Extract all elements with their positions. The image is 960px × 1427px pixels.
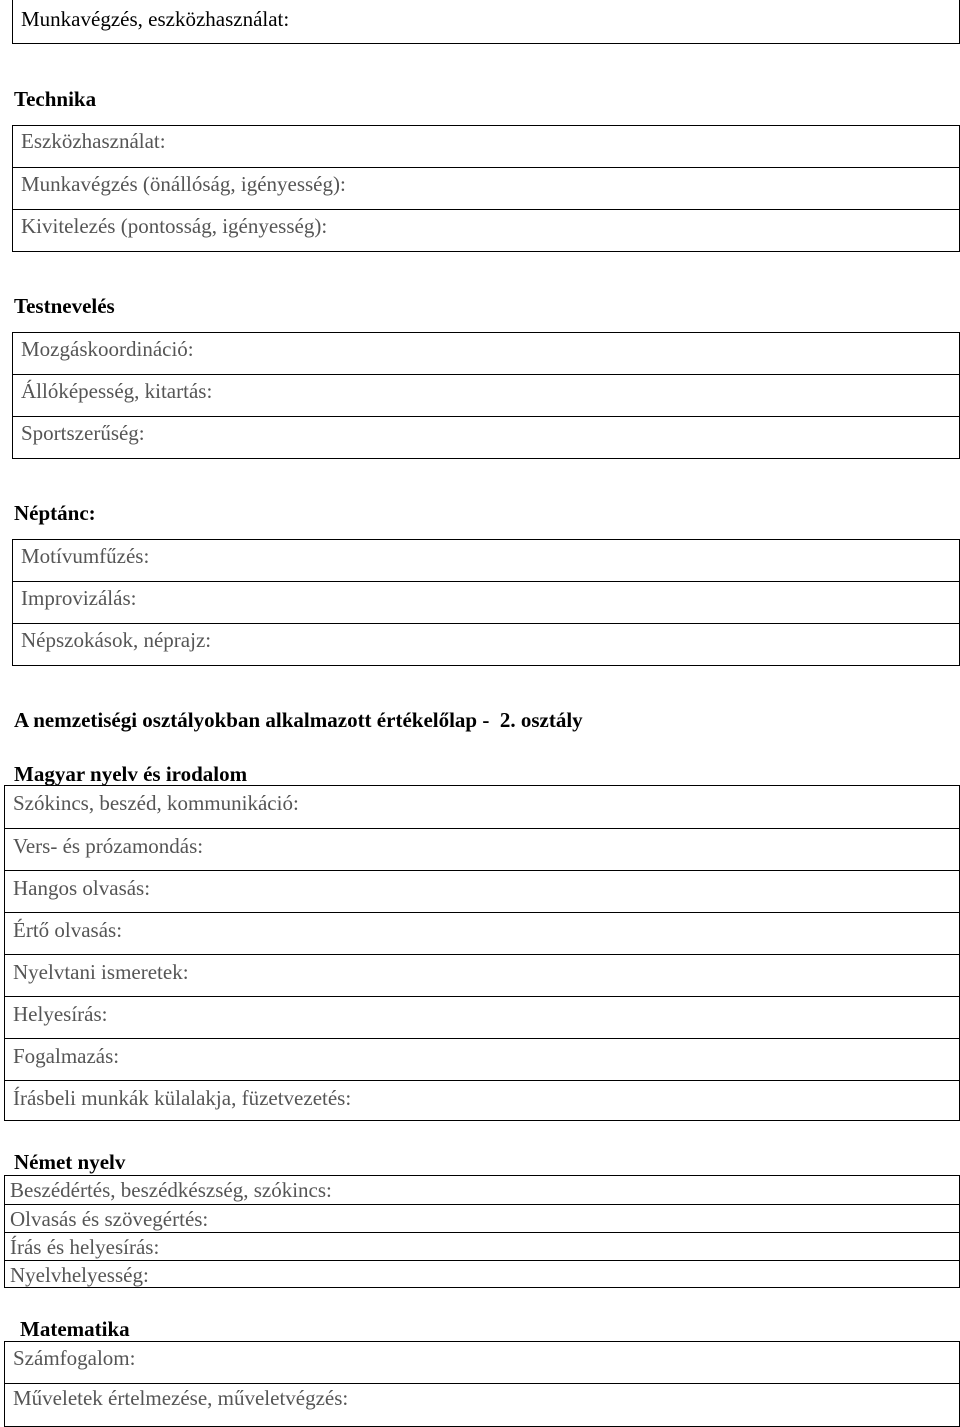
row-label: Írásbeli munkák külalakja, füzetvezetés: bbox=[13, 1086, 352, 1110]
matek-table bbox=[4, 1341, 960, 1427]
table-row bbox=[13, 581, 959, 623]
table-row bbox=[13, 623, 959, 666]
row-label: Számfogalom: bbox=[13, 1346, 136, 1370]
row-label: Nyelvtani ismeretek: bbox=[13, 960, 189, 984]
neptanc-table bbox=[12, 539, 960, 666]
top-row-label: Munkavégzés, eszközhasználat: bbox=[21, 7, 290, 31]
table-row bbox=[5, 1080, 959, 1121]
row-label: Olvasás és szövegértés: bbox=[10, 1207, 209, 1231]
row-label: Hangos olvasás: bbox=[13, 876, 151, 900]
row-label: Állóképesség, kitartás: bbox=[21, 379, 213, 403]
row-label: Nyelvhelyesség: bbox=[10, 1263, 149, 1287]
magyar-table bbox=[4, 785, 960, 1121]
table-row bbox=[5, 954, 959, 996]
nemet-title: Német nyelv bbox=[14, 1150, 126, 1174]
table-row bbox=[13, 333, 959, 375]
technika-table bbox=[12, 125, 960, 252]
table-row bbox=[13, 374, 959, 416]
row-label: Sportszerűség: bbox=[21, 421, 145, 445]
nemet-table bbox=[4, 1175, 960, 1288]
table-row bbox=[5, 1232, 959, 1260]
table-row bbox=[13, 167, 959, 209]
table-row bbox=[13, 540, 959, 582]
table-row bbox=[13, 126, 959, 168]
table-row bbox=[13, 416, 959, 459]
row-label: Vers- és prózamondás: bbox=[13, 834, 204, 858]
row-label: Munkavégzés (önállóság, igényesség): bbox=[21, 172, 346, 196]
table-row bbox=[5, 1204, 959, 1232]
neptanc-title: Néptánc: bbox=[14, 501, 96, 525]
table-row bbox=[5, 1038, 959, 1080]
table-row bbox=[5, 1342, 959, 1383]
technika-title: Technika bbox=[14, 87, 97, 111]
row-label: Műveletek értelmezése, műveletvégzés: bbox=[13, 1386, 349, 1410]
table-row bbox=[5, 1176, 959, 1204]
testneveles-title: Testnevelés bbox=[14, 294, 115, 318]
table-row bbox=[5, 786, 959, 828]
row-label: Írás és helyesírás: bbox=[10, 1235, 160, 1259]
magyar-title: Magyar nyelv és irodalom bbox=[14, 762, 248, 786]
row-label: Motívumfűzés: bbox=[21, 544, 150, 568]
table-row bbox=[5, 1383, 959, 1427]
row-label: Szókincs, beszéd, kommunikáció: bbox=[13, 791, 299, 815]
row-label: Mozgáskoordináció: bbox=[21, 337, 194, 361]
table-row bbox=[5, 996, 959, 1038]
top-row-box bbox=[12, 0, 960, 44]
table-row bbox=[13, 209, 959, 252]
table-row bbox=[5, 912, 959, 954]
row-label: Improvizálás: bbox=[21, 586, 137, 610]
row-label: Helyesírás: bbox=[13, 1002, 108, 1026]
table-row bbox=[5, 828, 959, 870]
row-label: Fogalmazás: bbox=[13, 1044, 120, 1068]
row-label: Beszédértés, beszédkészség, szókincs: bbox=[10, 1178, 332, 1202]
testneveles-table bbox=[12, 332, 960, 459]
section-heading: A nemzetiségi osztályokban alkalmazott értékelőlap - 2. osztály bbox=[14, 708, 583, 732]
row-label: Kivitelezés (pontosság, igényesség): bbox=[21, 214, 328, 238]
table-row bbox=[5, 870, 959, 912]
table-row bbox=[5, 1260, 959, 1288]
row-label: Eszközhasználat: bbox=[21, 129, 166, 153]
row-label: Népszokások, néprajz: bbox=[21, 628, 212, 652]
matek-title: Matematika bbox=[20, 1317, 130, 1341]
row-label: Értő olvasás: bbox=[13, 918, 123, 942]
